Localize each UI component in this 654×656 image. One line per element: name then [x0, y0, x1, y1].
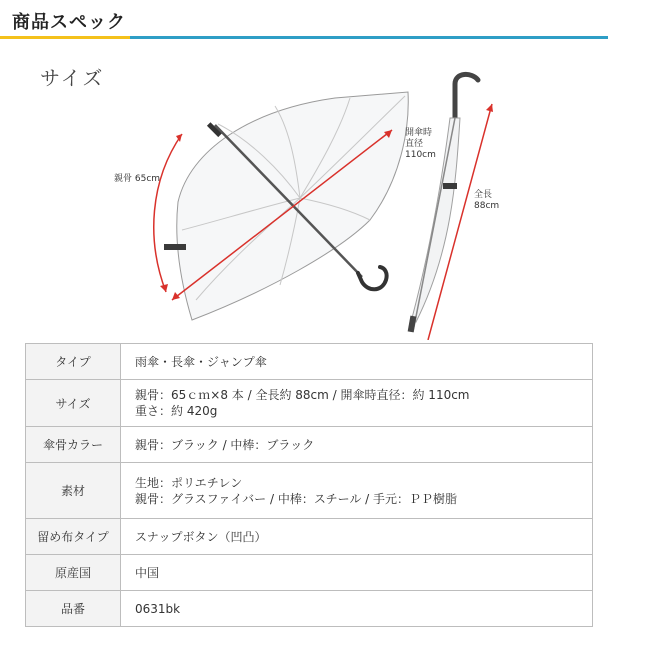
spec-value: 生地：ポリエチレン 親骨：グラスファイバー / 中棒：スチール / 手元：ＰＰ樹脂: [121, 463, 593, 519]
spec-row-strap-type: [26, 519, 593, 555]
spec-value: 親骨：65ｃｍ×8 本 / 全長約 88cm / 開傘時直径：約 110cm 重さ：約 420g: [121, 380, 593, 427]
umbrella-diagram: [100, 70, 530, 340]
spec-key: タイプ: [26, 344, 121, 380]
spec-value: 中国: [121, 555, 593, 591]
header-rule-yellow: [0, 36, 130, 39]
spec-key: 素材: [26, 463, 121, 519]
spec-key: 原産国: [26, 555, 121, 591]
spec-key: 品番: [26, 591, 121, 627]
spec-row-frame-color: [26, 427, 593, 463]
open-diameter-label: 開傘時 直径 110cm: [405, 128, 436, 160]
section-title: 商品スペック: [12, 12, 126, 33]
strap-open: [164, 244, 186, 250]
spec-value: スナップボタン（凹凸）: [121, 519, 593, 555]
spec-row-material: [26, 463, 593, 519]
spec-key: 留め布タイプ: [26, 519, 121, 555]
section-header: [0, 0, 654, 42]
total-length-label: 全長 88cm: [474, 190, 500, 211]
closed-umbrella-handle: [455, 74, 478, 120]
rib-length-label: 親骨 65cm: [114, 174, 161, 184]
size-heading: サイズ: [40, 66, 105, 90]
spec-row-origin: [26, 555, 593, 591]
spec-value: 雨傘・長傘・ジャンプ傘: [121, 344, 593, 380]
spec-value: 0631bk: [121, 591, 593, 627]
open-umbrella-handle: [358, 267, 387, 289]
spec-key: 傘骨カラー: [26, 427, 121, 463]
header-rule-blue: [130, 36, 608, 39]
spec-row-product-number: [26, 591, 593, 627]
spec-key: サイズ: [26, 380, 121, 427]
spec-row-type: [26, 344, 593, 380]
strap-closed: [443, 183, 457, 189]
spec-row-size: [26, 380, 593, 427]
spec-value: 親骨：ブラック / 中棒：ブラック: [121, 427, 593, 463]
spec-table: [25, 343, 593, 627]
umbrella-illustration: [100, 70, 530, 340]
